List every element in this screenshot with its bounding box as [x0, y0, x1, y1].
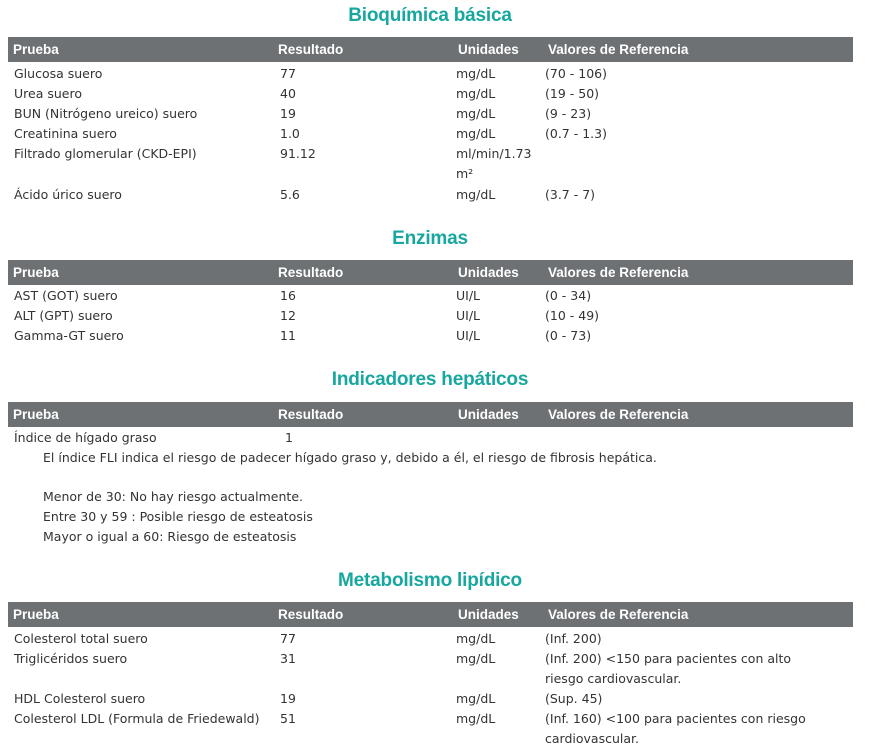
header-unidades: Unidades: [458, 265, 519, 280]
cell-referencia: (0 - 34): [545, 288, 592, 303]
cell-prueba: Filtrado glomerular (CKD-EPI): [14, 146, 197, 161]
header-unidades: Unidades: [458, 407, 519, 422]
cell-unidades: mg/dL: [456, 126, 496, 141]
table-row: [8, 709, 853, 749]
header-prueba: Prueba: [13, 407, 59, 422]
cell-prueba: Colesterol LDL (Formula de Friedewald): [14, 711, 260, 726]
section-title-bioquimica: Bioquímica básica: [348, 5, 512, 26]
cell-referencia: (Inf. 160) <100 para pacientes con riesgo: [545, 711, 806, 726]
cell-unidades: mg/dL: [456, 187, 496, 202]
cell-resultado: 77: [280, 631, 296, 646]
cell-referencia: (9 - 23): [545, 106, 592, 121]
cell-referencia: (10 - 49): [545, 308, 600, 323]
cell-unidades: mg/dL: [456, 631, 496, 646]
cell-prueba: AST (GOT) suero: [14, 288, 118, 303]
header-resultado: Resultado: [278, 42, 344, 57]
header-resultado: Resultado: [278, 265, 344, 280]
cell-resultado: 19: [280, 691, 296, 706]
fli-range-high: Mayor o igual a 60: Riesgo de esteatosis: [43, 529, 297, 544]
header-prueba: Prueba: [13, 607, 59, 622]
header-resultado: Resultado: [278, 407, 344, 422]
cell-prueba: Colesterol total suero: [14, 631, 148, 646]
cell-prueba: HDL Colesterol suero: [14, 691, 146, 706]
cell-referencia: (Inf. 200): [545, 631, 602, 646]
cell-resultado: 1.0: [280, 126, 300, 141]
cell-referencia: (Inf. 200) <150 para pacientes con alto: [545, 651, 792, 666]
header-prueba: Prueba: [13, 265, 59, 280]
header-unidades: Unidades: [458, 42, 519, 57]
cell-referencia: (70 - 106): [545, 66, 607, 81]
fli-note: El índice FLI indica el riesgo de padecer hígado graso y, debido a él, el riesgo de fibrosis hepática.: [43, 450, 657, 465]
cell-referencia-line2: riesgo cardiovascular.: [545, 671, 682, 686]
cell-referencia: (0 - 73): [545, 328, 592, 343]
cell-prueba: Gamma-GT suero: [14, 328, 124, 343]
section-title-enzimas: Enzimas: [392, 228, 468, 249]
cell-unidades: mg/dL: [456, 86, 496, 101]
cell-resultado: 16: [280, 288, 296, 303]
section-title-hepaticos: Indicadores hepáticos: [331, 369, 529, 390]
fli-range-low: Menor de 30: No hay riesgo actualmente.: [43, 489, 303, 504]
cell-prueba: Glucosa suero: [14, 66, 103, 81]
cell-resultado: 11: [280, 328, 296, 343]
cell-prueba: BUN (Nitrógeno ureico) suero: [14, 106, 198, 121]
header-referencia: Valores de Referencia: [548, 607, 689, 622]
header-resultado: Resultado: [278, 607, 344, 622]
cell-resultado: 51: [280, 711, 296, 726]
cell-referencia: (3.7 - 7): [545, 187, 596, 202]
section-title-lipidico: Metabolismo lipídico: [338, 570, 522, 591]
cell-referencia: (0.7 - 1.3): [545, 126, 607, 141]
cell-unidades: mg/dL: [456, 651, 496, 666]
cell-resultado: 77: [280, 66, 296, 81]
cell-resultado: 19: [280, 106, 296, 121]
cell-unidades: mg/dL: [456, 711, 496, 726]
cell-referencia: (Sup. 45): [545, 691, 603, 706]
cell-prueba: Triglicéridos suero: [14, 651, 128, 666]
cell-unidades: UI/L: [456, 328, 481, 343]
cell-prueba: Urea suero: [14, 86, 82, 101]
header-referencia: Valores de Referencia: [548, 42, 689, 57]
table-header: [8, 602, 853, 627]
cell-referencia-line2: cardiovascular.: [545, 731, 639, 746]
cell-unidades: mg/dL: [456, 691, 496, 706]
cell-unidades: mg/dL: [456, 106, 496, 121]
cell-prueba: Creatinina suero: [14, 126, 117, 141]
cell-prueba: ALT (GPT) suero: [14, 308, 113, 323]
cell-unidades: mg/dL: [456, 66, 496, 81]
cell-resultado: 91.12: [280, 146, 316, 161]
cell-resultado: 5.6: [280, 187, 300, 202]
header-prueba: Prueba: [13, 42, 59, 57]
cell-resultado: 1: [285, 430, 293, 445]
table-header: [8, 37, 853, 62]
cell-referencia: (19 - 50): [545, 86, 600, 101]
cell-unidades: UI/L: [456, 288, 481, 303]
table-header: [8, 402, 853, 427]
cell-prueba: Índice de hígado graso: [14, 430, 157, 445]
cell-unidades-line2: m²: [456, 166, 474, 181]
header-referencia: Valores de Referencia: [548, 407, 689, 422]
cell-resultado: 12: [280, 308, 296, 323]
table-row: [8, 649, 853, 689]
cell-unidades: ml/min/1.73: [456, 146, 532, 161]
table-row: [8, 144, 853, 184]
table-header: [8, 260, 853, 285]
cell-prueba: Ácido úrico suero: [14, 187, 122, 202]
header-unidades: Unidades: [458, 607, 519, 622]
cell-unidades: UI/L: [456, 308, 481, 323]
fli-range-mid: Entre 30 y 59 : Posible riesgo de esteatosis: [43, 509, 313, 524]
header-referencia: Valores de Referencia: [548, 265, 689, 280]
cell-resultado: 31: [280, 651, 296, 666]
cell-resultado: 40: [280, 86, 296, 101]
